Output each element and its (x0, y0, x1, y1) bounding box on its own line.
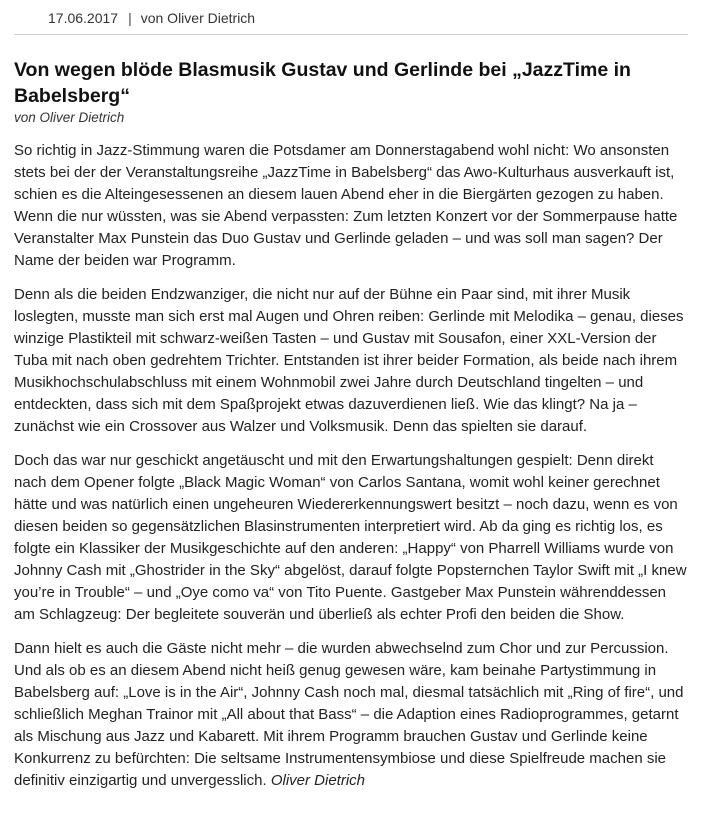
article-paragraph-3: Doch das war nur geschickt angetäuscht und mit den Erwartungshaltungen gespielt: Denn direkt nach dem Opener folgte „Black Magic Woman“ von Carlos Santana, womit wohl keiner gerechnet hätte und was natürlich einen ungeheuren Wiedererkennungswert besitzt – noch dazu, wenn es von diesen beiden so gegensätzlichen Blasinstrumenten interpretiert wird. Ab da ging es richtig los, es folgte ein Klassiker der Musikgeschichte auf den anderen: „Happy“ von Pharrell Williams wurde von Johnny Cash mit „Ghostrider in the Sky“ abgelöst, darauf folgte Popsternchen Taylor Swift mit „I knew you’re in Trouble“ – und „Oye como va“ von Tito Puente. Gastgeber Max Punstein währenddessen am Schlagzeug: Der begleitete souverän und überließ als echter Profi den beiden die Show. (14, 452, 687, 623)
meta-divider (14, 34, 688, 35)
article (14, 57, 689, 804)
publish-date: 17.06.2017 (48, 10, 119, 26)
meta-separator: | (128, 10, 132, 26)
article-meta-bar (48, 9, 255, 27)
article-headline: Von wegen blöde Blasmusik Gustav und Gerlinde bei „JazzTime in Babelsberg“ (14, 59, 631, 107)
article-paragraph-2: Denn als die beiden Endzwanziger, die nicht nur auf der Bühne ein Paar sind, mit ihrer Musik loslegten, musste man sich erst mal Augen und Ohren reiben: Gerlinde mit Melodika – genau, dieses winzige Plastikteil mit schwarz-weißen Tasten – und Gustav mit Sousafon, einer XXL-Version der Tuba mit nach oben gedrehtem Trichter. Entstanden ist ihrer beider Formation, als beide nach ihrem Musikhochschulabschluss mit einem Wohnmobil zwei Jahre durch Deutschland tingelten – und entdeckten, dass sich mit dem Spaßprojekt etwas dazuverdienen ließ. Wie das klingt? Na ja – zunächst wie ein Crossover aus Walzer und Volksmusik. Denn das spielten sie darauf. (14, 286, 684, 435)
article-byline: von Oliver Dietrich (14, 110, 125, 125)
article-paragraph-4 (14, 638, 689, 792)
meta-author: von Oliver Dietrich (140, 10, 256, 26)
article-body (14, 140, 689, 792)
article-paragraph-1: So richtig in Jazz-Stimmung waren die Potsdamer am Donnerstagabend wohl nicht: Wo ansonsten stets bei der der Veranstaltungsreihe „JazzTime in Babelsberg“ das Awo-Kulturhaus ausverkauft ist, schien es die Alteingesessenen an diesem lauen Abend eher in die Biergärten gezogen zu haben. Wenn die nur wüssten, was sie Abend verpassten: Zum letzten Konzert vor der Sommerpause hatte Veranstalter Max Punstein das Duo Gustav und Gerlinde geladen – und was soll man sagen? Der Name der beiden war Programm. (14, 142, 678, 269)
author-signature: Oliver Dietrich (270, 772, 366, 789)
article-paragraph-4-text: Dann hielt es auch die Gäste nicht mehr – die wurden abwechselnd zum Chor und zur Percussion. Und als ob es an diesem Abend nicht heiß genug gewesen wäre, kam beinahe Partystimmung in Babelsberg auf: „Love is in the Air“, Johnny Cash noch mal, diesmal tatsächlich mit „Ring of fire“, und schließlich Meghan Trainor mit „All about that Bass“ – die Adaption eines Radioprogrammes, getarnt als Mischung aus Jazz und Kabarett. Mit ihrem Programm brauchen Gustav und Gerlinde keine Konkurrenz zu befürchten: Die seltsame Instrumentensymbiose und diese Spielfreude machen sie definitiv einzigartig und unvergesslich. (14, 640, 684, 789)
